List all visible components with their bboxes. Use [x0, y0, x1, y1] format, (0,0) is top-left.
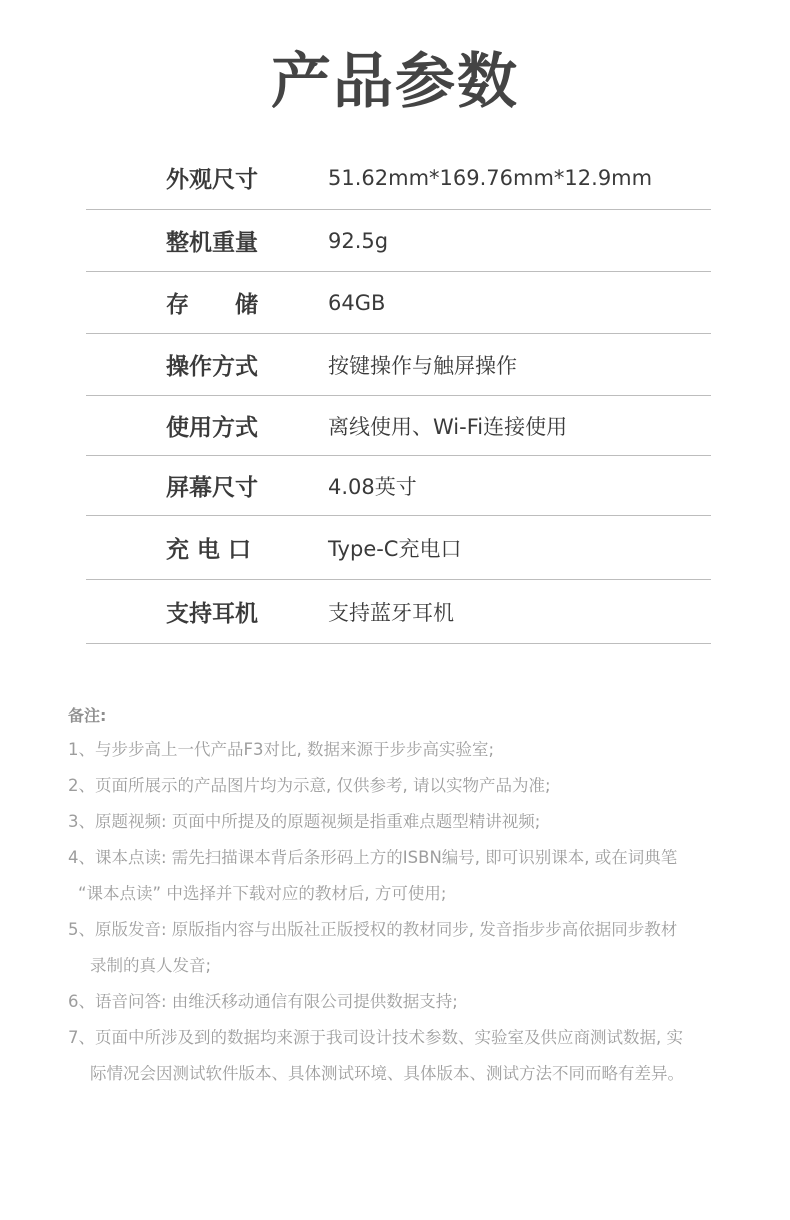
spec-row-dimensions	[86, 146, 711, 210]
notes-heading: 备注:	[68, 706, 107, 725]
spec-table	[86, 146, 711, 644]
spec-row-usage	[86, 396, 711, 456]
spec-label: 操作方式	[166, 354, 258, 380]
spec-value: 支持蓝牙耳机	[328, 600, 454, 625]
spec-row-earphones	[86, 580, 711, 644]
spec-value: Type-C充电口	[328, 536, 462, 561]
note-line: 7、页面中所涉及到的数据均来源于我司设计技术参数、实验室及供应商测试数据, 实	[68, 1028, 683, 1047]
note-line-continued: 录制的真人发音;	[90, 956, 212, 975]
spec-label: 充 电 口	[166, 537, 252, 563]
spec-row-screen-size	[86, 456, 711, 516]
spec-value: 离线使用、Wi-Fi连接使用	[328, 414, 568, 439]
spec-value: 51.62mm*169.76mm*12.9mm	[328, 165, 653, 190]
note-line: 1、与步步高上一代产品F3对比, 数据来源于步步高实验室;	[68, 740, 495, 759]
spec-value: 64GB	[328, 290, 386, 315]
spec-value: 4.08英寸	[328, 474, 417, 499]
spec-label: 屏幕尺寸	[166, 475, 258, 501]
spec-row-weight	[86, 210, 711, 272]
note-line: 5、原版发音: 原版指内容与出版社正版授权的教材同步, 发音指步步高依据同步教材	[68, 920, 678, 939]
spec-value: 按键操作与触屏操作	[328, 353, 517, 378]
note-line-continued: 际情况会因测试软件版本、具体测试环境、具体版本、测试方法不同而略有差异。	[90, 1064, 684, 1083]
page-title: 产品参数	[271, 47, 519, 117]
spec-label: 外观尺寸	[166, 167, 258, 193]
spec-label: 整机重量	[166, 230, 258, 256]
note-line: 2、页面所展示的产品图片均为示意, 仅供参考, 请以实物产品为准;	[68, 776, 551, 795]
note-line-continued: “课本点读” 中选择并下载对应的教材后, 方可使用;	[78, 884, 447, 903]
spec-row-operation	[86, 334, 711, 396]
spec-label: 使用方式	[166, 415, 258, 441]
spec-value: 92.5g	[328, 228, 389, 253]
spec-row-charging-port	[86, 516, 711, 580]
spec-label: 支持耳机	[166, 601, 258, 627]
note-line: 4、课本点读: 需先扫描课本背后条形码上方的ISBN编号, 即可识别课本, 或在词典笔	[68, 848, 678, 867]
note-line: 6、语音问答: 由维沃移动通信有限公司提供数据支持;	[68, 992, 458, 1011]
note-line: 3、原题视频: 页面中所提及的原题视频是指重难点题型精讲视频;	[68, 812, 541, 831]
spec-label: 存 储	[166, 292, 258, 318]
spec-row-storage	[86, 272, 711, 334]
notes-section	[68, 700, 738, 1092]
